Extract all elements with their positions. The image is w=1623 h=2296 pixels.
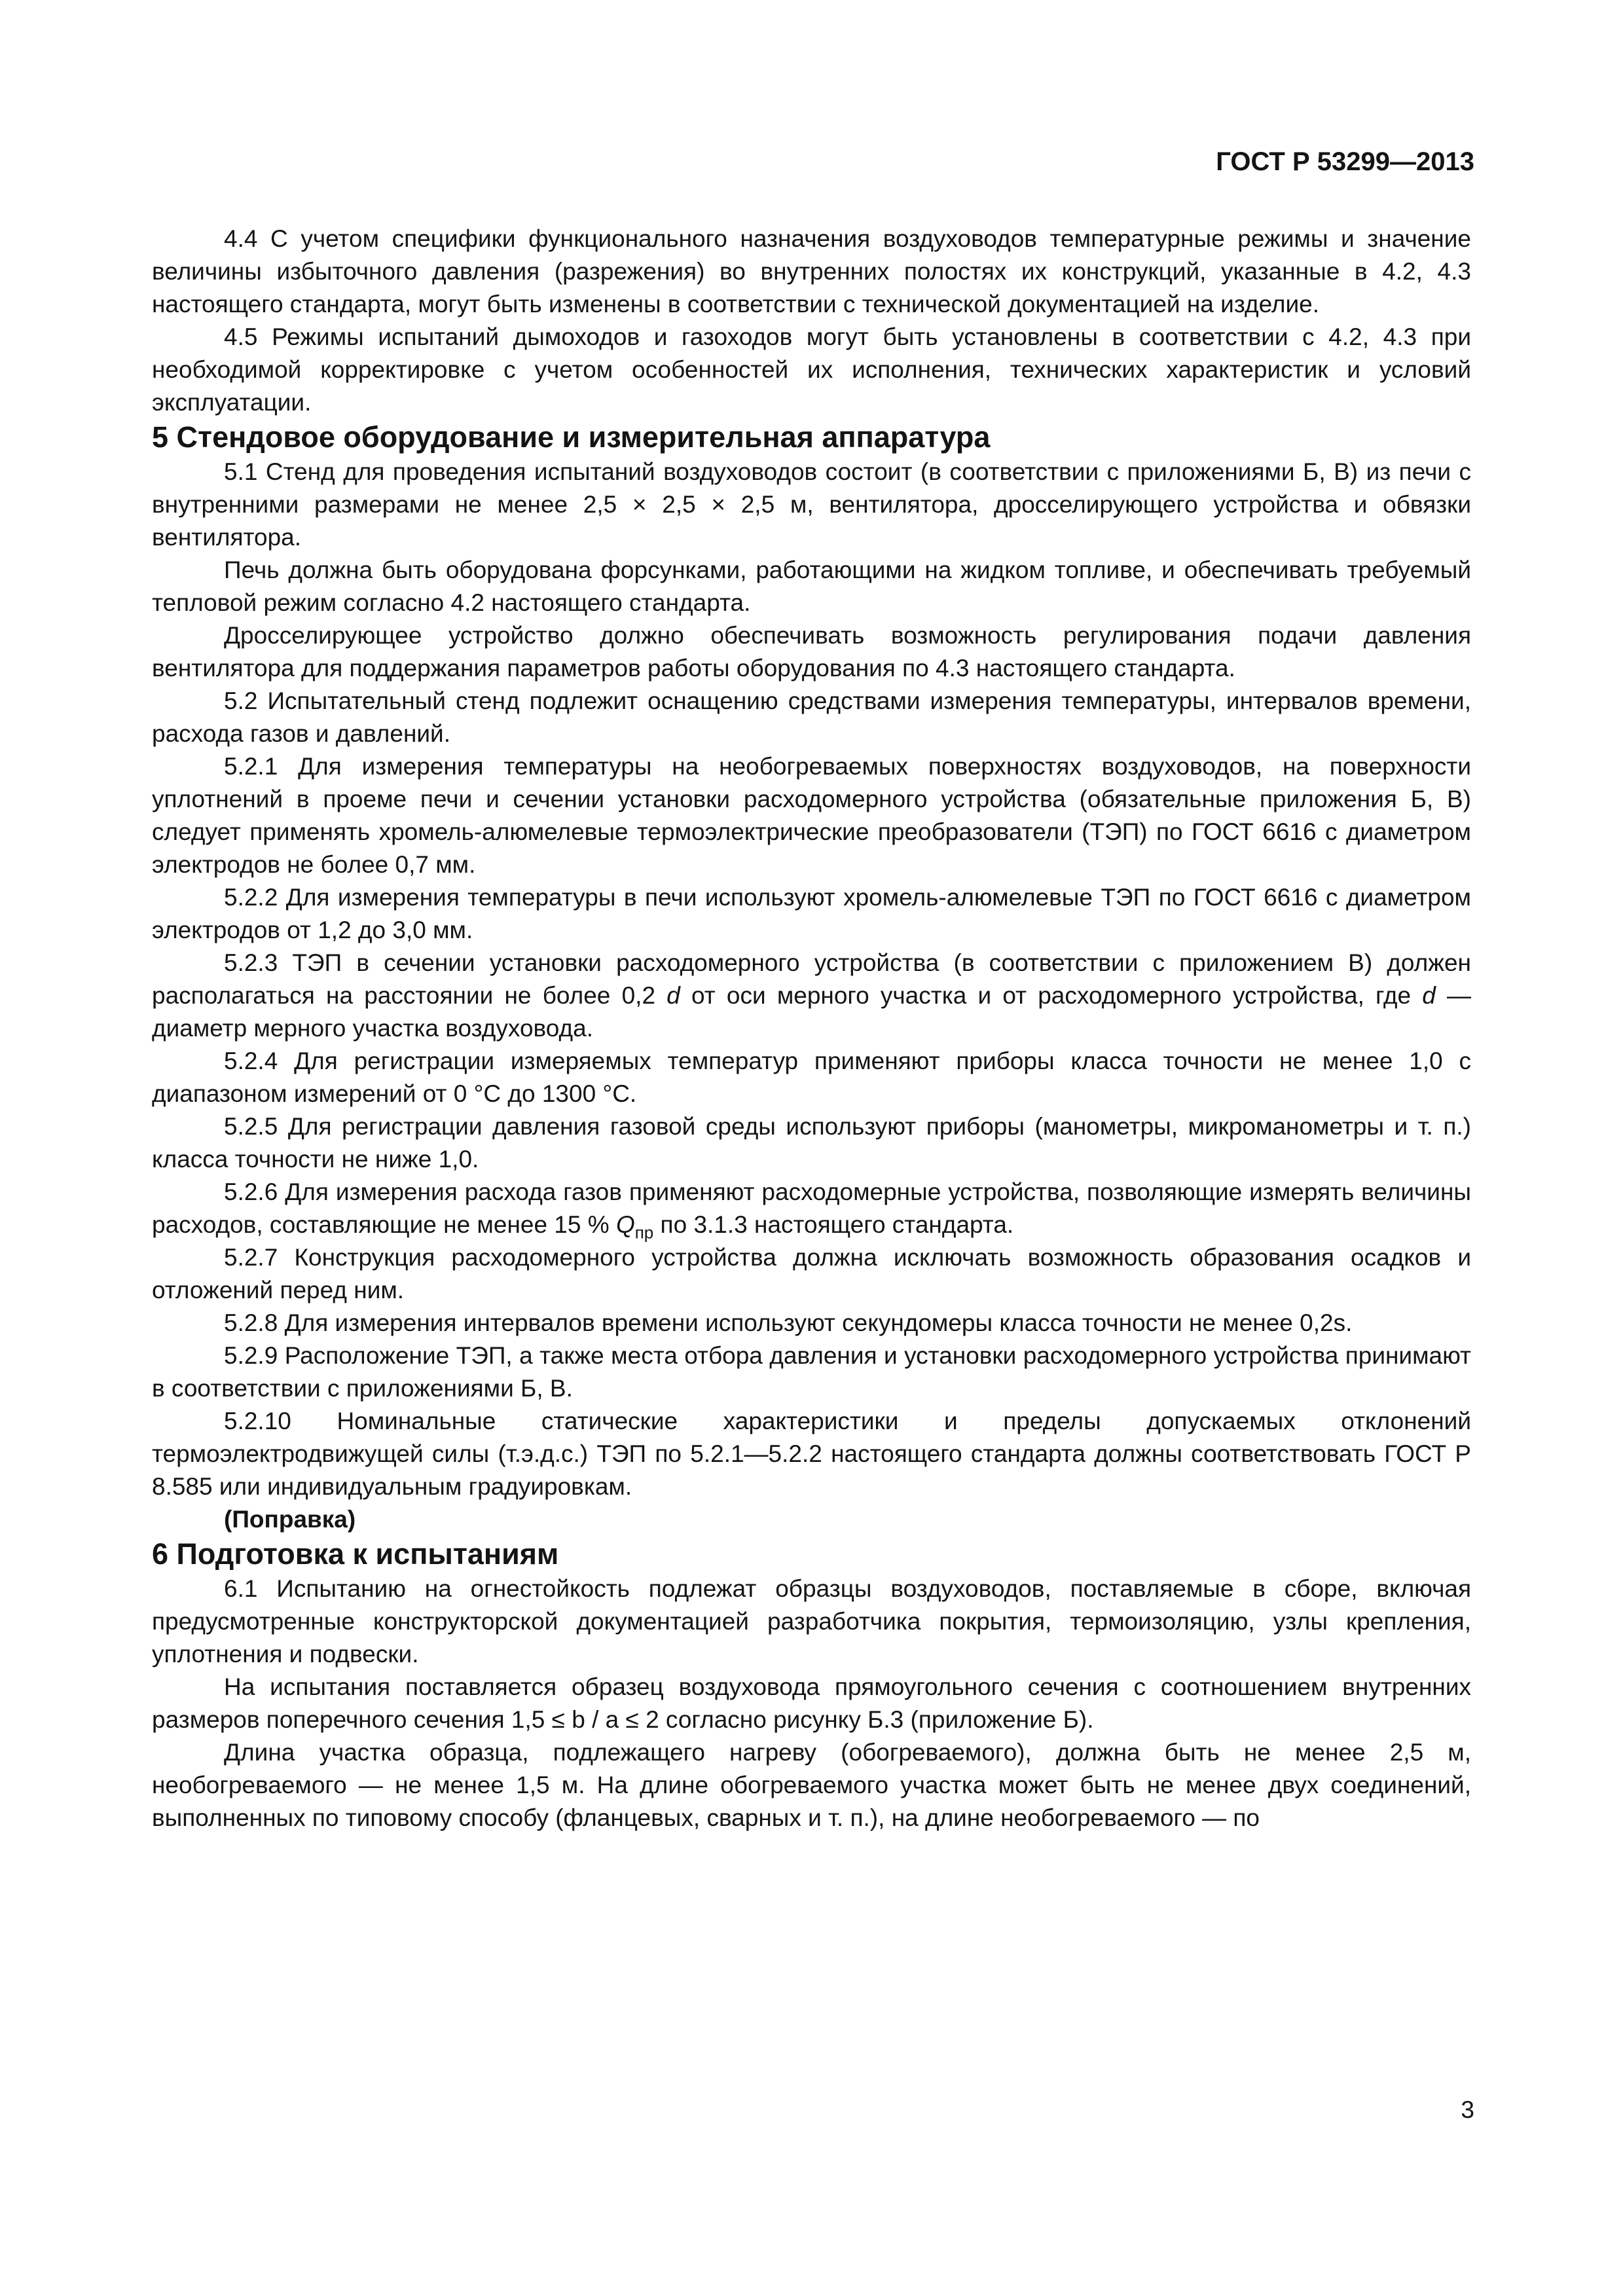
text-run: по 3.1.3 настоящего стандарта. <box>653 1211 1014 1238</box>
paragraph-5-1: 5.1 Стенд для проведения испытаний воздуховодов состоит (в соответствии с приложениями Б, В) из печи с внутренними размерами не менее 2,5 × 2,5 × 2,5 м, вентилятора, дросселирующего устройства и обвязки вентилятора. <box>152 458 1471 551</box>
paragraph-6-1: 6.1 Испытанию на огнестойкость подлежат образцы воздуховодов, поставляемые в сборе, включая предусмотренные конструкторской документацией разработчика покрытия, термоизоляцию, узлы крепления, уплотнения и подвески. <box>152 1575 1471 1667</box>
text-run: от оси мерного участка и от расходомерного устройства, где <box>680 982 1423 1009</box>
section-5-heading: 5 Стендовое оборудование и измерительная аппаратура <box>152 420 991 454</box>
variable-d: d <box>1422 982 1436 1009</box>
paragraph-5-2: 5.2 Испытательный стенд подлежит оснащению средствами измерения температуры, интервалов времени, расхода газов и давлений. <box>152 687 1471 747</box>
paragraph-5-2-10: 5.2.10 Номинальные статические характеристики и пределы допускаемых отклонений термоэлектродвижущей силы (т.э.д.с.) ТЭП по 5.2.1—5.2.2 настоящего стандарта должны соответствовать ГОСТ Р 8.585 или индивидуальным градуировкам. <box>152 1408 1471 1500</box>
subscript-pr: пр <box>634 1222 654 1243</box>
paragraph-5-2-1: 5.2.1 Для измерения температуры на необогреваемых поверхностях воздуховодов, на поверхности уплотнений в проеме печи и сечении установки расходомерного устройства (обязательные приложения Б, В) следует применять хромель-алюмелевые термоэлектрические преобразователи (ТЭП) по ГОСТ 6616 с диаметром электродов не более 0,7 мм. <box>152 753 1471 878</box>
paragraph-5-2-7: 5.2.7 Конструкция расходомерного устройства должна исключать возможность образования осадков и отложений перед ним. <box>152 1244 1471 1303</box>
page-content <box>152 223 1471 1834</box>
text-run: 5.2.6 Для измерения расхода газов применяют расходомерные устройства, позволяющие измерять величины расходов, составляющие не менее 15 % <box>152 1178 1471 1238</box>
text-run: — диаметр мерного участка воздуховода. <box>152 982 1472 1042</box>
paragraph-5-2-9: 5.2.9 Расположение ТЭП, а также места отбора давления и установки расходомерного устройства принимают в соответствии с приложениями Б, В. <box>152 1342 1471 1402</box>
variable-q: Q <box>615 1211 635 1238</box>
variable-d: d <box>666 982 680 1009</box>
section-6-heading: 6 Подготовка к испытаниям <box>152 1537 559 1571</box>
paragraph-5-2-8: 5.2.8 Для измерения интервалов времени используют секундомеры класса точности не менее 0,2s. <box>224 1309 1353 1336</box>
paragraph-5-2-5: 5.2.5 Для регистрации давления газовой среды используют приборы (манометры, микроманометры и т. п.) класса точности не ниже 1,0. <box>152 1113 1471 1173</box>
paragraph-6-1-length: Длина участка образца, подлежащего нагреву (обогреваемого), должна быть не менее 2,5 м, необогреваемого — не менее 1,5 м. На длине обогреваемого участка может быть не менее двух соединений, выполненных по типовому способу (фланцевых, сварных и т. п.), на длине необогреваемого — по <box>152 1739 1471 1831</box>
paragraph-5-2-2: 5.2.2 Для измерения температуры в печи используют хромель-алюмелевые ТЭП по ГОСТ 6616 с диаметром электродов от 1,2 до 3,0 мм. <box>152 884 1471 943</box>
paragraph-5-2-4: 5.2.4 Для регистрации измеряемых температур применяют приборы класса точности не менее 1,0 с диапазоном измерений от 0 °С до 1300 °С. <box>152 1048 1471 1107</box>
paragraph-5-2-6 <box>152 1176 1471 1241</box>
paragraph-6-1-sample: На испытания поставляется образец воздуховода прямоугольного сечения с соотношением внутренних размеров поперечного сечения 1,5 ≤ b / a ≤ 2 согласно рисунку Б.3 (приложение Б). <box>152 1673 1471 1733</box>
text-run: 5.2.3 ТЭП в сечении установки расходомерного устройства (в соответствии с приложением В) должен располагаться на расстоянии не более 0,2 <box>152 949 1471 1009</box>
paragraph-5-1-furnace: Печь должна быть оборудована форсунками, работающими на жидком топливе, и обеспечивать требуемый тепловой режим согласно 4.2 настоящего стандарта. <box>152 556 1471 616</box>
paragraph-4-5: 4.5 Режимы испытаний дымоходов и газоходов могут быть установлены в соответствии с 4.2, 4.3 при необходимой корректировке с учетом особенностей их исполнения, технических характеристик и условий эксплуатации. <box>152 323 1471 416</box>
paragraph-5-2-3 <box>152 947 1471 1045</box>
paragraph-5-1-throttle: Дросселирующее устройство должно обеспечивать возможность регулирования подачи давления вентилятора для поддержания параметров работы оборудования по 4.3 настоящего стандарта. <box>152 622 1471 682</box>
document-code-header: ГОСТ Р 53299—2013 <box>1216 147 1474 176</box>
amendment-note: (Поправка) <box>224 1506 356 1533</box>
paragraph-4-4: 4.4 С учетом специфики функционального назначения воздуховодов температурные режимы и значение величины избыточного давления (разрежения) во внутренних полостях их конструкций, указанные в 4.2, 4.3 настоящего стандарта, могут быть изменены в соответствии с технической документацией на изделие. <box>152 225 1471 318</box>
page-number: 3 <box>1461 2096 1474 2123</box>
